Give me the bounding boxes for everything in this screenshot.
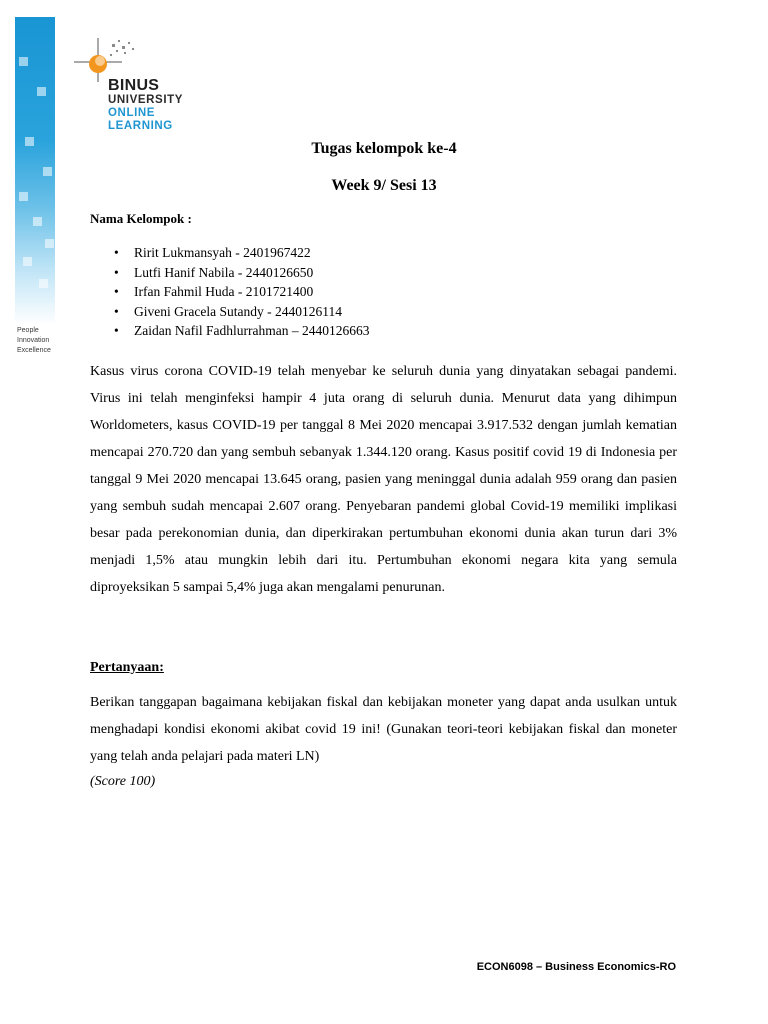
list-item: • Ririt Lukmansyah - 2401967422 <box>90 243 369 263</box>
footer-course-code: ECON6098 – Business Economics-RO <box>476 961 676 973</box>
bullet-icon: • <box>114 323 119 339</box>
logo-learning-text: LEARNING <box>108 120 173 132</box>
list-item: • Lutfi Hanif Nabila - 2440126650 <box>90 263 369 283</box>
question-label: Pertanyaan: <box>90 660 164 675</box>
logo-university-text: UNIVERSITY <box>108 94 184 106</box>
logo-online-text: ONLINE <box>108 107 156 119</box>
list-item: • Irfan Fahmil Huda - 2101721400 <box>90 282 369 302</box>
binus-logo <box>72 34 192 144</box>
list-item: • Zaidan Nafil Fadhlurrahman – 2440126663 <box>90 321 369 341</box>
logo-binus-text: BINUS <box>108 77 160 94</box>
bullet-icon: • <box>114 284 119 300</box>
document-title: Tugas kelompok ke-4 <box>311 140 457 157</box>
score-note: (Score 100) <box>90 774 156 789</box>
bullet-icon: • <box>114 264 119 280</box>
question-text: Berikan tanggapan bagaimana kebijakan fiskal dan kebijakan moneter yang dapat anda usulkan untuk menghadapi kondisi ekonomi akibat covid 19 ini! (Gunakan teori-teori kebijakan fiskal dan moneter yang telah anda pelajari pada materi LN) <box>90 695 677 764</box>
group-label: Nama Kelompok : <box>90 211 192 226</box>
intro-paragraph: Kasus virus corona COVID-19 telah menyebar ke seluruh dunia yang dinyatakan sebagai pandemi. Virus ini telah menginfeksi hampir 4 juta orang di seluruh dunia. Menurut data yang dihimpun Worldometers, kasus COVID-19 per tanggal 8 Mei 2020 mencapai 3.917.532 dengan jumlah kematian mencapai 270.720 dan yang sembuh sebanyak 1.344.120 orang. Kasus positif covid 19 di Indonesia per tanggal 9 Mei 2020 mencapai 13.645 orang, pasien yang meninggal dunia adalah 959 orang dan pasien yang sembuh sudah mencapai 2.607 orang. Penyebaran pandemi global Covid-19 memiliki implikasi besar pada perekonomian dunia, dan diperkirakan pertumbuhan ekonomi dunia akan turun dari 3% menjadi 1,5% atau mungkin lebih dari itu. Pertumbuhan ekonomi negara kita yang semula diproyeksikan 5 sampai 5,4% juga akan mengalami penurunan. <box>90 364 677 595</box>
member-list <box>90 243 369 341</box>
bullet-icon: • <box>114 245 119 260</box>
document-subtitle: Week 9/ Sesi 13 <box>331 177 437 194</box>
list-item: • Giveni Gracela Sutandy - 2440126114 <box>90 302 369 322</box>
side-stripe <box>15 17 55 325</box>
bullet-icon: • <box>114 303 119 319</box>
brand-tagline: People Innovation Excellence <box>17 327 51 354</box>
